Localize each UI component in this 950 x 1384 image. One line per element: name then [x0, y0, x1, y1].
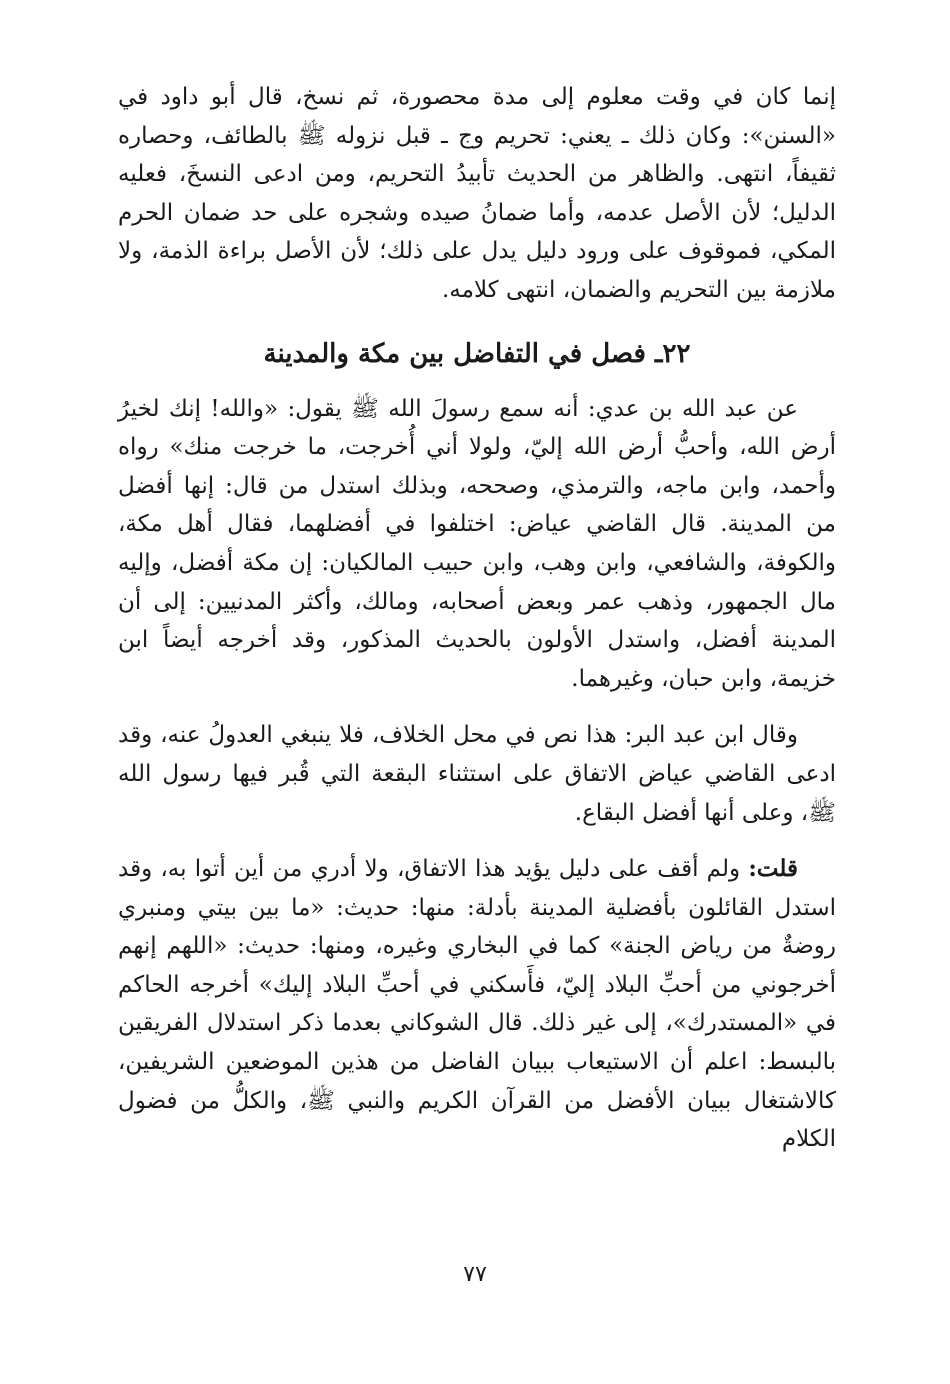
page-body: [118, 78, 836, 1159]
paragraph-2: وقال ابن عبد البر: هذا نص في محل الخلاف، فلا ينبغي العدولُ عنه، وقد ادعى القاضي عياض الاتفاق على استثناء البقعة التي قُبر فيها رسول الله ﷺ، وعلى أنها أفضل البقاع.: [118, 722, 836, 826]
paragraph-1: عن عبد الله بن عدي: أنه سمع رسولَ الله ﷺ يقول: «والله! إنك لخيرُ أرض الله، وأحبُّ أرض الله إليّ، ولولا أني أُخرجت، ما خرجت منك» رواه وأحمد، وابن ماجه، والترمذي، وصححه، وبذلك استدل من قال: إنها أفضل من المدينة. قال القاضي عياض: اختلفوا في أفضلهما، فقال أهل مكة، والكوفة، والشافعي، وابن وهب، وابن حبيب المالكيان: إن مكة أفضل، وإليه مال الجمهور، وذهب عمر وبعض أصحابه، ومالك، وأكثر المدنيين: إلى أن المدينة أفضل، واستدل الأولون بالحديث المذكور، وقد أخرجه أيضاً ابن خزيمة، وابن حبان، وغيرهما.: [118, 395, 836, 692]
paragraph-3-lead: قلت:: [748, 855, 798, 883]
paragraph-3-text: ولم أقف على دليل يؤيد هذا الاتفاق، ولا أدري من أين أتوا به، وقد استدل القائلون بأفضلية المدينة بأدلة: منها: حديث: «ما بين بيتي ومنبري روضةٌ من رياض الجنة» كما في البخاري وغيره، ومنها: حديث: «اللهم إنهم أخرجوني من أحبِّ البلاد إليّ، فأَسكني في أحبِّ البلاد إليك» أخرجه الحاكم في «المستدرك»، إلى غير ذلك. قال الشوكاني بعدما ذكر استدلال الفريقين بالبسط: اعلم أن الاستيعاب ببيان الفاضل من هذين الموضعين الشريفين، كالاشتغال ببيان الأفضل من القرآن الكريم والنبي ﷺ، والكلُّ من فضول الكلام: [118, 856, 836, 1153]
paragraph-3: [118, 850, 836, 1159]
section-heading: ٢٢ـ فصل في التفاضل بين مكة والمدينة: [263, 338, 691, 369]
intro-paragraph: إنما كان في وقت معلوم إلى مدة محصورة، ثم نسخ، قال أبو داود في «السنن»: وكان ذلك ـ يعني: تحريم وج ـ قبل نزوله ﷺ بالطائف، وحصاره ثقيفاً، انتهى. والظاهر من الحديث تأبيدُ التحريم، ومن ادعى النسخَ، فعليه الدليل؛ لأن الأصل عدمه، وأما ضمانُ صيده وشجره على حد ضمان الحرم المكي، فموقوف على ورود دليل يدل على ذلك؛ لأن الأصل براءة الذمة، ولا ملازمة بين التحريم والضمان، انتهى كلامه.: [118, 84, 836, 303]
page-number: ٧٧: [463, 1262, 487, 1287]
